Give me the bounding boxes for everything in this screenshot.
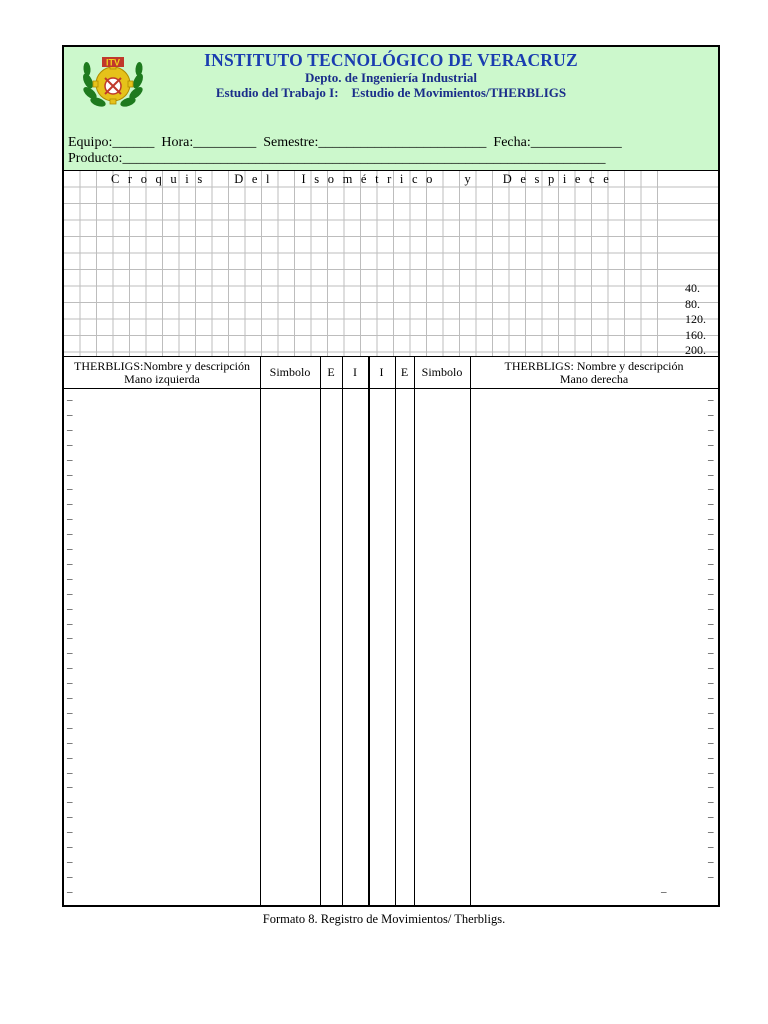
- sketch-title: Croquis Del Isométrico y Despiece: [111, 172, 618, 186]
- scale-label: 80.: [685, 296, 700, 311]
- scale-label: 200.: [685, 343, 706, 358]
- left-hand-header-sub: Mano izquierda: [124, 371, 200, 386]
- row-mark-right: –: [708, 587, 714, 600]
- row-mark-left: –: [67, 736, 73, 749]
- row-mark-right: –: [708, 677, 714, 690]
- row-mark-right: –: [708, 662, 714, 675]
- row-mark-left: –: [67, 647, 73, 660]
- row-mark-left: –: [67, 617, 73, 630]
- row-mark-right: –: [708, 513, 714, 526]
- row-mark-left: –: [67, 796, 73, 809]
- row-mark-left: –: [67, 632, 73, 645]
- row-mark-left: –: [67, 513, 73, 526]
- i-right-header: I: [379, 365, 384, 379]
- info-line-product[interactable]: Producto:_____________________________________________________________________: [68, 151, 606, 166]
- right-hand-header-title: THERBLIGS: Nombre y descripción: [504, 358, 684, 373]
- scale-label: 160.: [685, 327, 706, 342]
- row-mark-left: –: [67, 721, 73, 734]
- scale-label: 40.: [685, 281, 700, 295]
- row-mark-last: –: [661, 885, 667, 898]
- form-header: [64, 47, 718, 114]
- scale-label: 120.: [685, 312, 706, 327]
- column-divider: [342, 357, 343, 907]
- row-mark-left: –: [67, 751, 73, 764]
- simbolo-left-header: Simbolo: [269, 365, 311, 379]
- row-mark-left: –: [67, 692, 73, 704]
- row-mark-left: –: [67, 498, 73, 511]
- row-mark-left: –: [67, 602, 73, 615]
- column-divider: [260, 357, 261, 907]
- row-mark-left: –: [67, 826, 73, 839]
- row-mark-right: –: [708, 423, 714, 436]
- row-mark-left: –: [67, 453, 73, 466]
- row-mark-right: –: [708, 438, 714, 451]
- row-mark-left: –: [67, 438, 73, 451]
- row-mark-left: –: [67, 855, 73, 868]
- row-mark-right: –: [708, 602, 714, 615]
- column-divider: [320, 357, 321, 907]
- row-mark-right: –: [708, 736, 714, 749]
- row-mark-right: –: [708, 781, 714, 794]
- row-mark-right: –: [708, 870, 714, 883]
- row-mark-left: –: [67, 841, 73, 853]
- row-mark-left: –: [67, 468, 73, 481]
- column-divider: [414, 357, 415, 907]
- row-mark-left: –: [67, 557, 73, 570]
- row-mark-right: –: [708, 692, 714, 704]
- course-title: Estudio del Trabajo I: Estudio de Movimientos/THERBLIGS: [215, 85, 567, 100]
- row-mark-left: –: [67, 677, 73, 690]
- row-mark-left: –: [67, 870, 73, 883]
- column-divider-center: [368, 357, 370, 907]
- row-mark-right: –: [708, 721, 714, 734]
- row-mark-right: –: [708, 528, 714, 541]
- row-mark-right: –: [708, 766, 714, 779]
- right-hand-header: [470, 357, 718, 388]
- info-section: [64, 113, 718, 171]
- row-mark-right: –: [708, 826, 714, 839]
- row-mark-right: –: [708, 468, 714, 481]
- left-hand-header-title: THERBLIGS:Nombre y descripción: [74, 358, 250, 373]
- row-mark-right: –: [708, 453, 714, 466]
- logo-text: ITV: [105, 57, 121, 68]
- institute-title: INSTITUTO TECNOLÓGICO DE VERACRUZ: [204, 50, 578, 70]
- row-mark-left: –: [67, 706, 73, 719]
- row-mark-right: –: [708, 617, 714, 630]
- therbligs-table-header: [64, 357, 718, 389]
- row-mark-right: –: [708, 706, 714, 719]
- row-mark-right: –: [708, 751, 714, 764]
- department-name: Depto. de Ingeniería Industrial: [305, 70, 477, 85]
- row-mark-left: –: [67, 543, 73, 555]
- row-mark-left: –: [67, 408, 73, 421]
- e-right-header: E: [400, 365, 409, 379]
- row-mark-left: –: [67, 483, 73, 496]
- row-mark-left: –: [67, 528, 73, 541]
- row-mark-left: –: [67, 885, 73, 898]
- i-left-header: I: [353, 365, 357, 379]
- simbolo-right-header: Simbolo: [421, 365, 463, 379]
- footer-caption: Formato 8. Registro de Movimientos/ Therbligs.: [262, 912, 506, 926]
- row-mark-left: –: [67, 572, 73, 585]
- row-mark-left: –: [67, 766, 73, 779]
- row-mark-right: –: [708, 483, 714, 496]
- row-mark-right: –: [708, 572, 714, 585]
- row-mark-left: –: [67, 423, 73, 436]
- row-mark-right: –: [708, 557, 714, 570]
- row-mark-right: –: [708, 841, 714, 853]
- row-mark-right: –: [708, 543, 714, 555]
- left-hand-header: [64, 357, 260, 388]
- row-mark-left: –: [67, 662, 73, 675]
- row-mark-left: –: [67, 781, 73, 794]
- sketch-grid-area[interactable]: [64, 171, 718, 357]
- row-mark-right: –: [708, 796, 714, 809]
- row-mark-left: –: [67, 394, 73, 406]
- row-mark-right: –: [708, 632, 714, 645]
- scale-labels: [685, 281, 719, 359]
- row-mark-left: –: [67, 587, 73, 600]
- info-line-team-time-semester-date[interactable]: Equipo:______ Hora:_________ Semestre:________________________ Fecha:_____________: [68, 135, 622, 150]
- movement-record-form: [62, 45, 720, 907]
- row-mark-right: –: [708, 408, 714, 421]
- right-hand-header-sub: Mano derecha: [559, 371, 629, 386]
- row-mark-right: –: [708, 498, 714, 511]
- column-divider: [470, 357, 471, 907]
- column-divider: [395, 357, 396, 907]
- row-mark-left: –: [67, 811, 73, 824]
- e-left-header: E: [327, 365, 335, 379]
- row-mark-right: –: [708, 647, 714, 660]
- row-mark-right: –: [708, 855, 714, 868]
- row-mark-right: –: [708, 811, 714, 824]
- row-mark-right: –: [708, 394, 714, 406]
